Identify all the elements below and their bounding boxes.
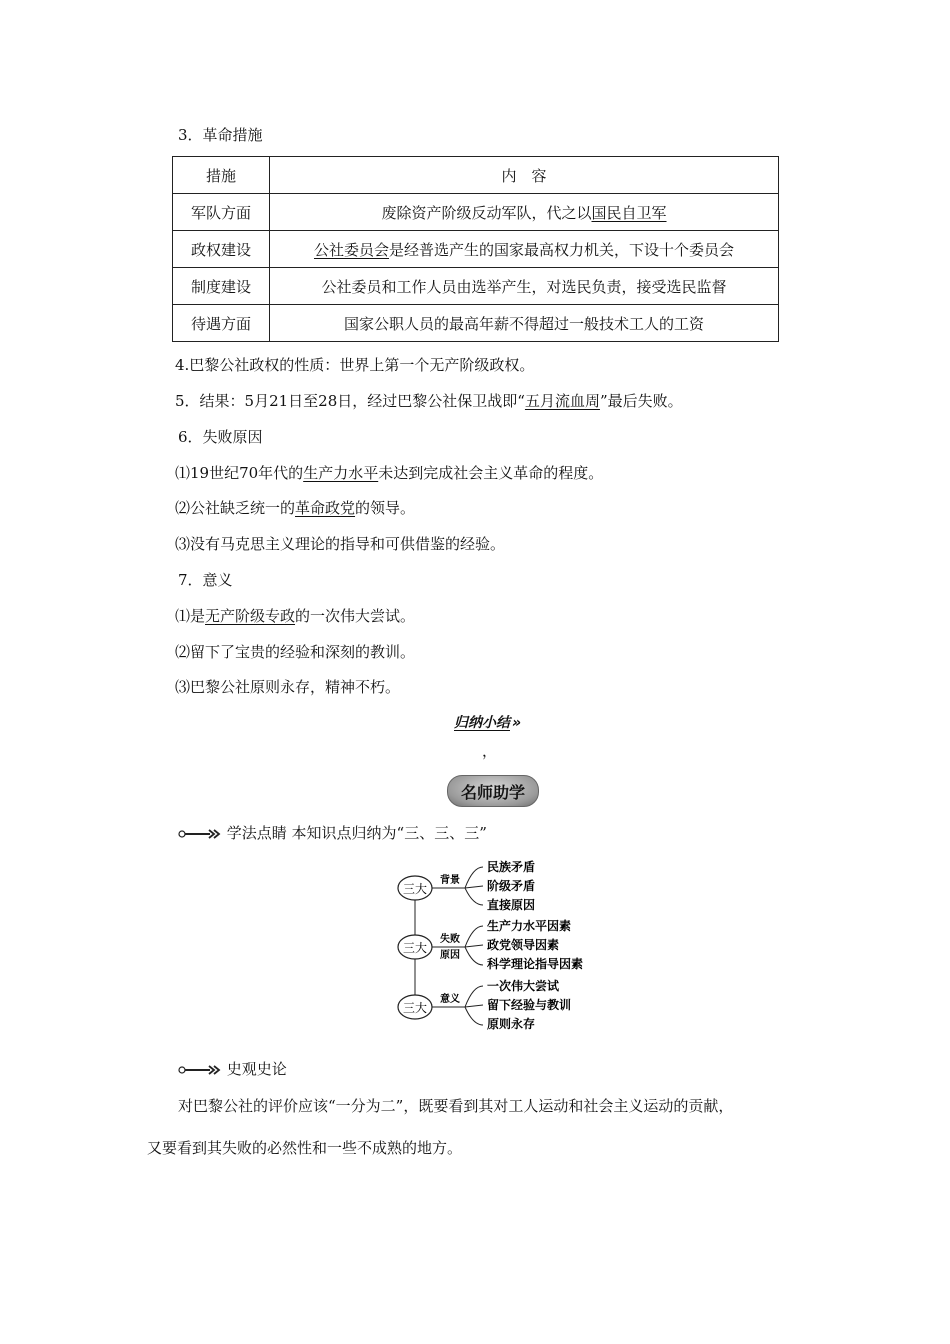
row-content: 公社委员和工作人员由选举产生，对选民负责，接受选民监督 <box>270 268 779 305</box>
diagram-branch-significance <box>398 978 571 1031</box>
section-3-title: 3．革命措施 <box>178 126 263 144</box>
diagram-branch-background <box>398 859 535 912</box>
summary-title: 归纳小结 » <box>454 715 522 731</box>
diagram-item: 一次伟大尝试 <box>487 979 560 993</box>
diagram-branch-label: 失败 <box>440 934 460 945</box>
diagram-item: 留下经验与教训 <box>487 998 572 1012</box>
item-7-3: ⑶巴黎公社原则永存，精神不朽。 <box>175 678 401 696</box>
row-content: 废除资产阶级反动军队，代之以国民自卫军 <box>270 194 779 231</box>
diagram-item: 民族矛盾 <box>487 860 536 874</box>
diagram-item: 科学理论指导因素 <box>487 957 584 971</box>
row-label: 待遇方面 <box>173 305 270 342</box>
arrow-bullet-icon <box>178 828 222 840</box>
diagram-item: 直接原因 <box>487 898 536 912</box>
table-row <box>173 305 779 342</box>
item-5: 5．结果：5月21日至28日，经过巴黎公社保卫战即“五月流血周”最后失败。 <box>175 392 683 410</box>
item-7-title: 7．意义 <box>178 571 233 589</box>
arrow-bullet-icon <box>178 1064 222 1076</box>
table-header-row <box>173 157 779 194</box>
famous-teacher-badge: 名师助学 <box>447 775 539 807</box>
item-6-2: ⑵公社缺乏统一的革命政党的领导。 <box>175 499 416 517</box>
table-row <box>173 268 779 305</box>
summary-diagram <box>395 855 635 1035</box>
item-7-1: ⑴是无产阶级专政的一次伟大尝试。 <box>175 607 416 625</box>
item-6-3: ⑶没有马克思主义理论的指导和可供借鉴的经验。 <box>175 535 506 553</box>
paragraph-line-1: 对巴黎公社的评价应该“一分为二”，既要看到其对工人运动和社会主义运动的贡献， <box>178 1097 734 1115</box>
table-row <box>173 231 779 268</box>
row-label: 政权建设 <box>173 231 270 268</box>
row-label: 军队方面 <box>173 194 270 231</box>
diagram-item: 原则永存 <box>487 1017 536 1031</box>
diagram-item: 生产力水平因素 <box>487 919 572 933</box>
diagram-item: 政党领导因素 <box>487 938 560 952</box>
diagram-branch-label: 背景 <box>440 875 460 886</box>
item-6-1: ⑴19世纪70年代的生产力水平未达到完成社会主义革命的程度。 <box>175 464 604 482</box>
diagram-branch-failure-causes <box>398 918 583 971</box>
table-header-cell: 内 容 <box>270 157 779 194</box>
row-content: 国家公职人员的最高年薪不得超过一般技术工人的工资 <box>270 305 779 342</box>
double-chevron-icon: » <box>512 715 522 731</box>
diagram-circle-label: 三大 <box>402 1001 428 1015</box>
diagram-branch-label: 原因 <box>440 950 460 961</box>
item-7-2: ⑵留下了宝贵的经验和深刻的教训。 <box>175 643 416 661</box>
row-content: 公社委员会是经普选产生的国家最高权力机关，下设十个委员会 <box>270 231 779 268</box>
tip-method: 学法点睛 本知识点归纳为“三、三、三” <box>178 826 487 841</box>
diagram-branch-label: 意义 <box>440 994 460 1005</box>
stray-comma: ， <box>482 742 498 760</box>
row-label: 制度建设 <box>173 268 270 305</box>
tip-historical-view: 史观史论 <box>178 1062 287 1077</box>
diagram-circle-label: 三大 <box>402 941 428 955</box>
diagram-circle-label: 三大 <box>402 882 428 896</box>
diagram-item: 阶级矛盾 <box>487 879 536 893</box>
paragraph-line-2: 又要看到其失败的必然性和一些不成熟的地方。 <box>147 1139 463 1157</box>
measures-table <box>172 156 779 342</box>
table-row <box>173 194 779 231</box>
table-header-cell: 措施 <box>173 157 270 194</box>
item-6-title: 6．失败原因 <box>178 428 263 446</box>
item-4: 4.巴黎公社政权的性质：世界上第一个无产阶级政权。 <box>175 356 535 374</box>
